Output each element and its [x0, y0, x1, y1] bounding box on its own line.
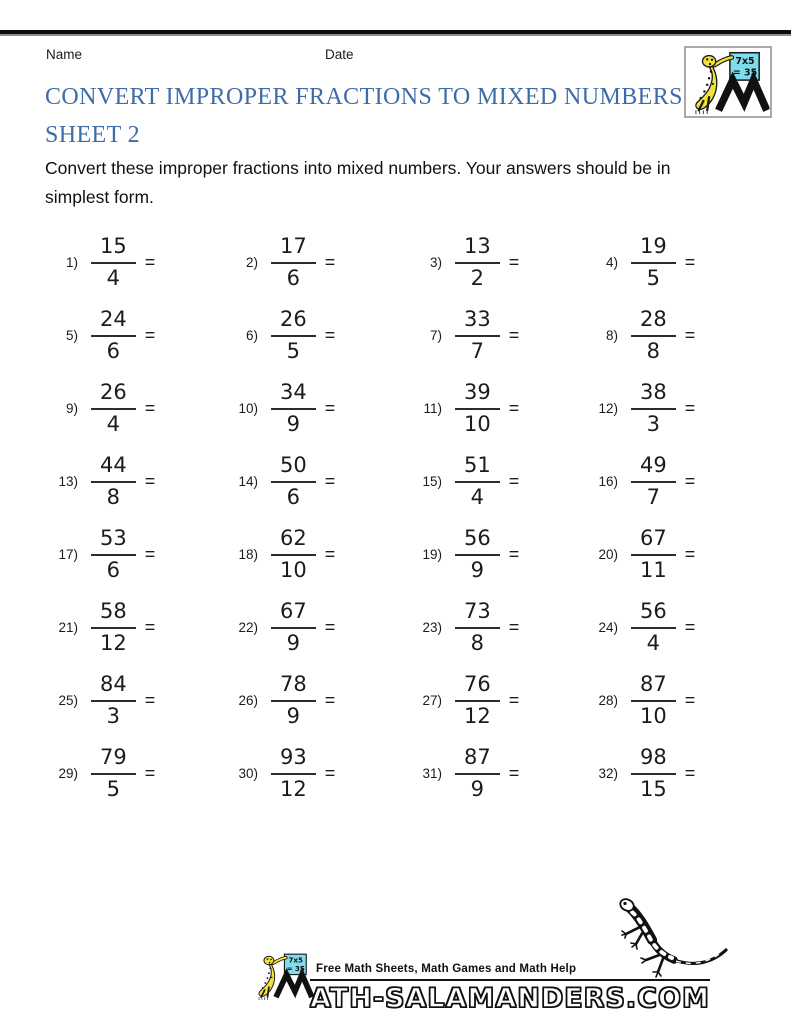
fraction-denominator: 9: [286, 630, 301, 655]
fraction: [455, 599, 500, 655]
fraction: [271, 234, 316, 290]
fraction-denominator: 8: [646, 338, 661, 363]
fraction-denominator: 7: [646, 484, 661, 509]
site-logo-art: [686, 48, 770, 116]
problem-number: 32): [598, 766, 618, 781]
fraction-denominator: 8: [106, 484, 121, 509]
fraction-numerator: 56: [455, 526, 500, 555]
fraction-numerator: 58: [91, 599, 136, 628]
fraction: [271, 526, 316, 582]
problem-item: [40, 737, 220, 810]
fraction: [631, 599, 676, 655]
problem-number: 13): [58, 474, 78, 489]
problem-number: 4): [605, 255, 618, 270]
problem-number: 25): [58, 693, 78, 708]
fraction-denominator: 8: [470, 630, 485, 655]
problem-number: 12): [598, 401, 618, 416]
equals-sign: =: [324, 471, 336, 491]
fraction-denominator: 6: [106, 338, 121, 363]
problem-item: [404, 737, 580, 810]
fraction-numerator: 26: [91, 380, 136, 409]
fraction-numerator: 98: [631, 745, 676, 774]
problem-item: [580, 664, 756, 737]
problem-number: 15): [422, 474, 442, 489]
equals-sign: =: [684, 544, 696, 564]
problem-number: 29): [58, 766, 78, 781]
problem-item: [580, 226, 756, 299]
problem-item: [40, 518, 220, 591]
fraction-numerator: 50: [271, 453, 316, 482]
problem-number: 28): [598, 693, 618, 708]
equals-sign: =: [324, 617, 336, 637]
problem-item: [220, 737, 404, 810]
fraction-numerator: 44: [91, 453, 136, 482]
equals-sign: =: [508, 690, 520, 710]
fraction: [91, 672, 136, 728]
problem-item: [40, 226, 220, 299]
equals-sign: =: [508, 252, 520, 272]
problem-number: 19): [422, 547, 442, 562]
problem-item: [220, 518, 404, 591]
problem-item: [40, 664, 220, 737]
fraction-numerator: 56: [631, 599, 676, 628]
fraction-denominator: 10: [464, 411, 491, 436]
fraction: [271, 672, 316, 728]
equals-sign: =: [144, 325, 156, 345]
fraction: [91, 234, 136, 290]
fraction: [631, 453, 676, 509]
footer-tagline: Free Math Sheets, Math Games and Math Help: [310, 963, 710, 981]
fraction-numerator: 19: [631, 234, 676, 263]
fraction-numerator: 39: [455, 380, 500, 409]
fraction-denominator: 10: [640, 703, 667, 728]
equals-sign: =: [144, 763, 156, 783]
fraction-numerator: 87: [631, 672, 676, 701]
equals-sign: =: [684, 471, 696, 491]
fraction: [455, 380, 500, 436]
name-label: Name: [46, 47, 83, 62]
fraction: [271, 453, 316, 509]
equals-sign: =: [684, 252, 696, 272]
problem-item: [580, 445, 756, 518]
problem-item: [404, 518, 580, 591]
fraction-numerator: 84: [91, 672, 136, 701]
problem-item: [404, 445, 580, 518]
fraction: [271, 745, 316, 801]
problem-number: 11): [423, 401, 442, 416]
problem-number: 22): [238, 620, 258, 635]
fraction: [631, 672, 676, 728]
fraction-denominator: 6: [106, 557, 121, 582]
problem-item: [220, 372, 404, 445]
fraction-numerator: 53: [91, 526, 136, 555]
fraction-numerator: 62: [271, 526, 316, 555]
problem-item: [220, 591, 404, 664]
fraction-numerator: 17: [271, 234, 316, 263]
fraction-numerator: 33: [455, 307, 500, 336]
equals-sign: =: [144, 617, 156, 637]
fraction-numerator: 38: [631, 380, 676, 409]
problem-number: 27): [422, 693, 442, 708]
top-rule-shadow: [0, 34, 791, 36]
fraction-denominator: 12: [100, 630, 127, 655]
problem-number: 16): [598, 474, 618, 489]
fraction-denominator: 4: [106, 411, 121, 436]
fraction: [455, 526, 500, 582]
problem-item: [220, 226, 404, 299]
fraction-numerator: 13: [455, 234, 500, 263]
equals-sign: =: [324, 690, 336, 710]
fraction: [631, 307, 676, 363]
fraction: [455, 453, 500, 509]
fraction-denominator: 3: [646, 411, 661, 436]
fraction: [271, 307, 316, 363]
fraction-numerator: 49: [631, 453, 676, 482]
equals-sign: =: [684, 617, 696, 637]
fraction-numerator: 67: [631, 526, 676, 555]
problem-number: 31): [422, 766, 442, 781]
problem-number: 26): [238, 693, 258, 708]
problem-number: 8): [605, 328, 618, 343]
equals-sign: =: [324, 763, 336, 783]
equals-sign: =: [508, 471, 520, 491]
problem-item: [40, 372, 220, 445]
problem-number: 7): [429, 328, 442, 343]
fraction-denominator: 7: [470, 338, 485, 363]
problem-number: 24): [598, 620, 618, 635]
problem-number: 9): [65, 401, 78, 416]
fraction-numerator: 28: [631, 307, 676, 336]
footer-site-text: ATH-SALAMANDERS.COM: [310, 983, 710, 1014]
problem-item: [404, 664, 580, 737]
fraction-numerator: 24: [91, 307, 136, 336]
problem-number: 23): [422, 620, 442, 635]
fraction-numerator: 73: [455, 599, 500, 628]
problem-number: 3): [429, 255, 442, 270]
fraction-denominator: 5: [106, 776, 121, 801]
problem-number: 10): [238, 401, 258, 416]
fraction-numerator: 34: [271, 380, 316, 409]
fraction-numerator: 51: [455, 453, 500, 482]
fraction: [455, 234, 500, 290]
equals-sign: =: [508, 544, 520, 564]
fraction: [91, 307, 136, 363]
equals-sign: =: [144, 398, 156, 418]
problem-number: 1): [65, 255, 78, 270]
fraction-denominator: 12: [464, 703, 491, 728]
fraction-denominator: 2: [470, 265, 485, 290]
fraction: [271, 599, 316, 655]
fraction-denominator: 3: [106, 703, 121, 728]
fraction-denominator: 12: [280, 776, 307, 801]
problem-item: [40, 445, 220, 518]
fraction-denominator: 11: [640, 557, 667, 582]
fraction-denominator: 9: [286, 411, 301, 436]
fraction: [271, 380, 316, 436]
equals-sign: =: [684, 690, 696, 710]
fraction-denominator: 9: [470, 776, 485, 801]
fraction-denominator: 9: [286, 703, 301, 728]
fraction: [91, 380, 136, 436]
problem-item: [404, 372, 580, 445]
fraction-numerator: 87: [455, 745, 500, 774]
problem-number: 18): [238, 547, 258, 562]
equals-sign: =: [144, 471, 156, 491]
problem-number: 20): [598, 547, 618, 562]
fraction-denominator: 4: [646, 630, 661, 655]
fraction: [631, 234, 676, 290]
equals-sign: =: [684, 763, 696, 783]
problem-item: [404, 299, 580, 372]
equals-sign: =: [508, 763, 520, 783]
problem-number: 17): [58, 547, 78, 562]
problem-item: [580, 299, 756, 372]
date-label: Date: [325, 47, 354, 62]
fraction-denominator: 15: [640, 776, 667, 801]
fraction: [631, 380, 676, 436]
fraction-denominator: 4: [106, 265, 121, 290]
fraction: [455, 307, 500, 363]
fraction-numerator: 78: [271, 672, 316, 701]
fraction: [455, 672, 500, 728]
fraction-denominator: 9: [470, 557, 485, 582]
fraction: [91, 453, 136, 509]
problem-item: [220, 445, 404, 518]
problem-item: [580, 591, 756, 664]
fraction: [631, 745, 676, 801]
problem-item: [580, 372, 756, 445]
page-subtitle: SHEET 2: [45, 122, 141, 148]
equals-sign: =: [508, 617, 520, 637]
equals-sign: =: [324, 325, 336, 345]
problem-number: 14): [238, 474, 258, 489]
equals-sign: =: [324, 544, 336, 564]
fraction-denominator: 10: [280, 557, 307, 582]
site-logo: [684, 46, 772, 118]
problem-item: [404, 591, 580, 664]
problem-number: 6): [245, 328, 258, 343]
fraction-denominator: 4: [470, 484, 485, 509]
problem-number: 30): [238, 766, 258, 781]
fraction-denominator: 6: [286, 484, 301, 509]
problem-number: 2): [245, 255, 258, 270]
fraction: [91, 599, 136, 655]
fraction-numerator: 26: [271, 307, 316, 336]
footer-logo-art: [252, 938, 314, 1014]
equals-sign: =: [508, 325, 520, 345]
problem-item: [40, 591, 220, 664]
problem-item: [220, 664, 404, 737]
fraction-numerator: 15: [91, 234, 136, 263]
fraction-denominator: 5: [286, 338, 301, 363]
problem-item: [404, 226, 580, 299]
fraction-numerator: 79: [91, 745, 136, 774]
equals-sign: =: [324, 398, 336, 418]
fraction: [631, 526, 676, 582]
equals-sign: =: [144, 252, 156, 272]
fraction: [91, 526, 136, 582]
equals-sign: =: [144, 690, 156, 710]
instructions-line2: simplest form.: [45, 187, 154, 207]
problem-item: [220, 299, 404, 372]
problem-number: 5): [65, 328, 78, 343]
page-title: CONVERT IMPROPER FRACTIONS TO MIXED NUMBERS: [45, 84, 683, 110]
fraction-denominator: 5: [646, 265, 661, 290]
gecko-illustration: [612, 892, 738, 982]
problem-item: [40, 299, 220, 372]
problem-number: 21): [58, 620, 78, 635]
fraction: [455, 745, 500, 801]
problem-item: [580, 518, 756, 591]
equals-sign: =: [684, 398, 696, 418]
equals-sign: =: [684, 325, 696, 345]
equals-sign: =: [324, 252, 336, 272]
problems-grid: [40, 226, 756, 810]
fraction-numerator: 67: [271, 599, 316, 628]
fraction-numerator: 76: [455, 672, 500, 701]
problem-item: [580, 737, 756, 810]
equals-sign: =: [144, 544, 156, 564]
instructions-line1: Convert these improper fractions into mixed numbers. Your answers should be in: [45, 158, 671, 178]
fraction: [91, 745, 136, 801]
fraction-numerator: 93: [271, 745, 316, 774]
fraction-denominator: 6: [286, 265, 301, 290]
equals-sign: =: [508, 398, 520, 418]
